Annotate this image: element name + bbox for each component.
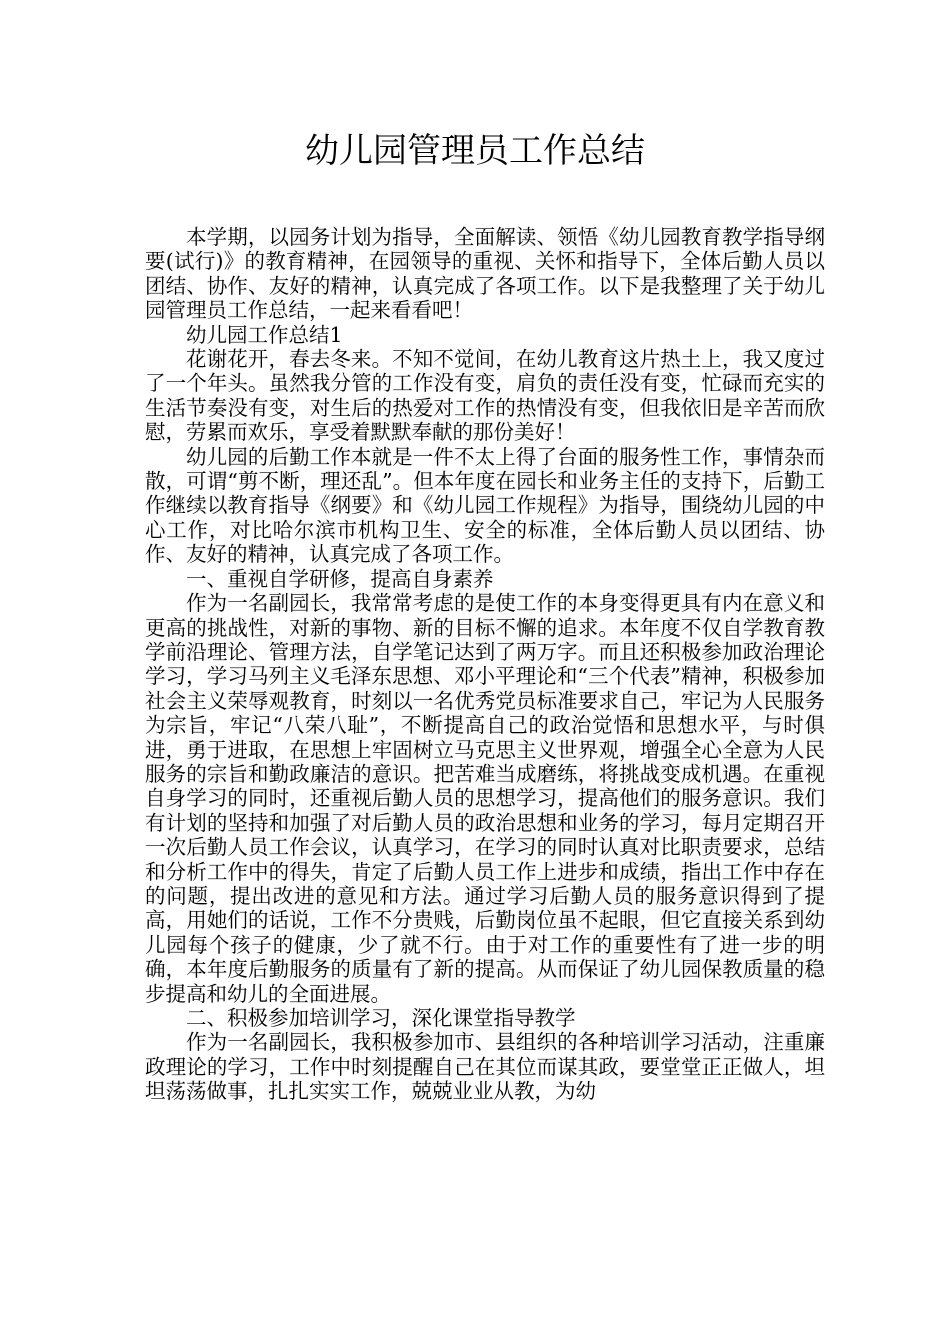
document-title: 幼儿园管理员工作总结 xyxy=(305,131,645,171)
section-heading: 幼儿园工作总结1 xyxy=(186,322,343,347)
body-paragraph: 花谢花开，春去冬来。不知不觉间，在幼儿教育这片热土上，我又度过了一个年头。虽然我分管的工作没有变，肩负的责任没有变，忙碌而充实的生活节奏没有变，对生后的热爱对工作的热情没有变，但我依旧是辛苦而欣慰，劳累而欢乐，享受着默默奉献的那份美好！ xyxy=(145,347,825,445)
body-paragraph: 作为一名副园长，我常常考虑的是使工作的本身变得更具有内在意义和更高的挑战性，对新的事物、新的目标不懈的追求。本年度不仅自学教育教学前沿理论、管理方法，自学笔记达到了两万字。而且还积极参加政治理论学习，学习马列主义毛泽东思想、邓小平理论和“三个代表”精神，积极参加社会主义荣辱观教育，时刻以一名优秀党员标准要求自己，牢记为人民服务为宗旨，牢记“八荣八耻”，不断提高自己的政治觉悟和思想水平，与时俱进，勇于进取，在思想上牢固树立马克思主义世界观，增强全心全意为人民服务的宗旨和勤政廉洁的意识。把苦难当成磨练，将挑战变成机遇。在重视自身学习的同时，还重视后勤人员的思想学习，提高他们的服务意识。我们有计划的坚持和加强了对后勤人员的政治思想和业务的学习，每月定期召开一次后勤人员工作会议，认真学习，在学习的同时认真对比职责要求，总结和分析工作中的得失，肯定了后勤人员工作上进步和成绩，指出工作中存在的问题，提出改进的意见和方法。通过学习后勤人员的服务意识得到了提高，用她们的话说，工作不分贵贱，后勤岗位虽不起眼，但它直接关系到幼儿园每个孩子的健康，少了就不行。由于对工作的重要性有了进一步的明确，本年度后勤服务的质量有了新的提高。从而保证了幼儿园保教质量的稳步提高和幼儿的全面进展。 xyxy=(145,591,825,1006)
section-heading: 二、积极参加培训学习，深化课堂指导教学 xyxy=(186,1006,576,1030)
section-heading: 一、重视自学研修，提高自身素养 xyxy=(186,566,494,591)
intro-paragraph: 本学期，以园务计划为指导，全面解读、领悟《幼儿园教育教学指导纲要(试行)》的教育精神，在园领导的重视、关怀和指导下，全体后勤人员以团结、协作、友好的精神，认真完成了各项工作。以下是我整理了关于幼儿园管理员工作总结，一起来看看吧！ xyxy=(145,225,825,323)
body-paragraph: 作为一名副园长，我积极参加市、县组织的各种培训学习活动，注重廉政理论的学习，工作中时刻提醒自己在其位而谋其政，要堂堂正正做人，坦坦荡荡做事，扎扎实实工作，兢兢业业从教，为幼 xyxy=(145,1030,825,1104)
body-paragraph: 幼儿园的后勤工作本就是一件不太上得了台面的服务性工作，事情杂而散，可谓“剪不断，理还乱”。但本年度在园长和业务主任的支持下，后勤工作继续以教育指导《纲要》和《幼儿园工作规程》为指导，围绕幼儿园的中心工作，对比哈尔滨市机构卫生、安全的标准，全体后勤人员以团结、协作、友好的精神，认真完成了各项工作。 xyxy=(145,444,825,567)
document-body xyxy=(145,225,825,1104)
